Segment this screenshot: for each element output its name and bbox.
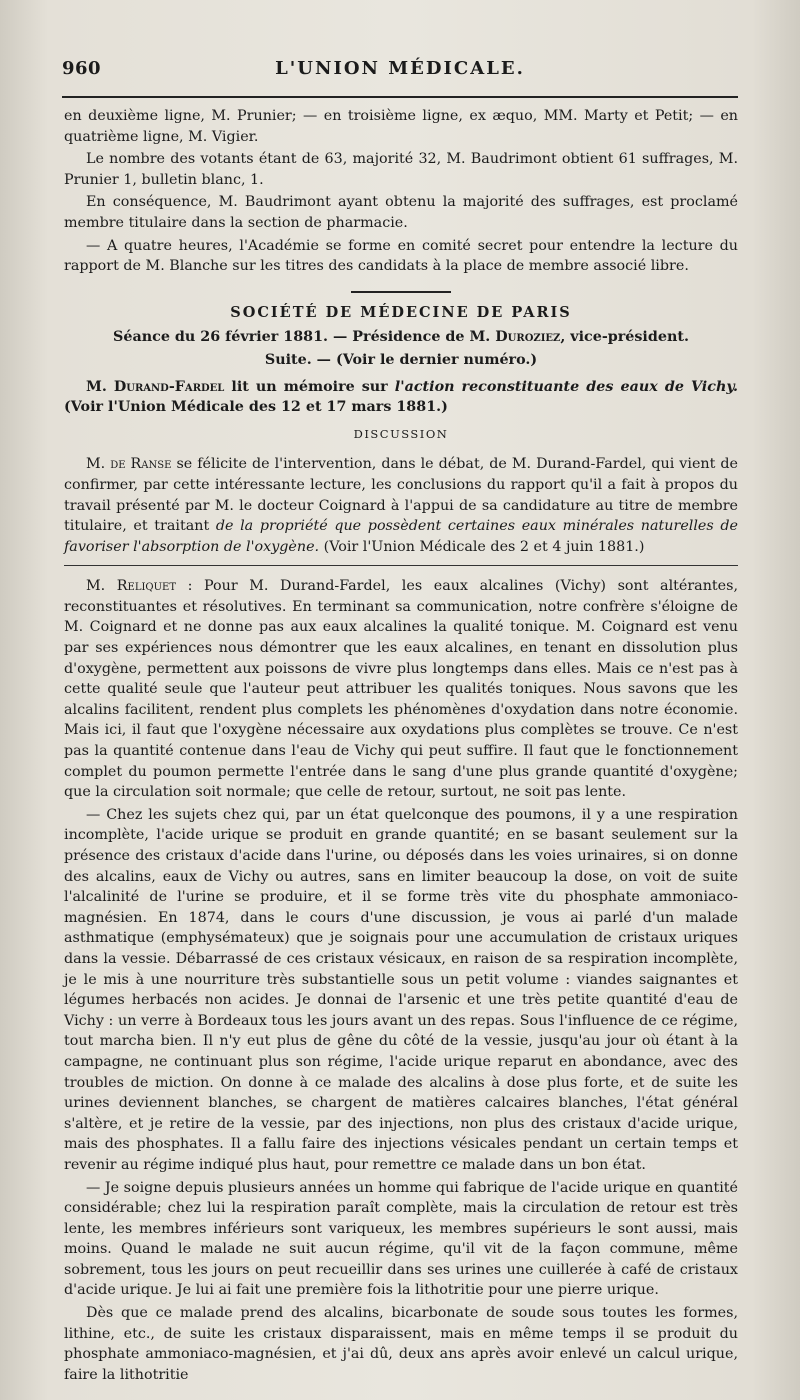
session-text: Séance du 26 février 1881. — Présidence de M. <box>113 329 491 346</box>
reliquet-paragraph-4: Dès que ce malade prend des alcalins, bicarbonate de soude sous toutes les formes, lithine, etc., de suite les cristaux disparaissent, mais en même temps il se produit du phosphate ammoniaco-magnésien, et j'ai dû, deux ans après avoir enlevé un calcul urique, faire la lithotritie <box>64 1305 738 1383</box>
opening-paragraph-1: en deuxième ligne, M. Prunier; — en troisième ligne, ex æquo, MM. Marty et Petit; — en quatrième ligne, M. Vigier. <box>64 108 738 145</box>
running-title: L'UNION MÉDICALE. <box>275 58 525 79</box>
session-role: , vice-président. <box>560 329 689 346</box>
paragraph-divider <box>64 565 738 566</box>
article-body <box>64 106 738 1387</box>
reliquet-paragraph-2: — Chez les sujets chez qui, par un état quelconque des poumons, il y a une respiration incomplète, l'acide urique se produit en grande quantité; en se basant seulement sur la présence des cristaux d'acide dans l'urine, ou déposés dans les voies urinaires, si on donne des alcalins, eaux de Vichy ou autres, sans en limiter beaucoup la dose, on voit de suite l'alcalinité de l'urine se produire, et il se forme très vite du phosphate ammoniaco-magnésien. En 1874, dans le cours d'une discussion, je vous ai parlé d'un malade asthmatique (emphysémateux) que je soignais pour une accumulation de cristaux uriques dans la vessie. Débarrassé de ces cristaux vésicaux, en raison de sa respiration incomplète, je le mis à une nourriture très substantielle sous un petit volume : viandes saignantes et légumes herbacés non acides. Je donnai de l'arsenic et une très petite quantité d'eau de Vichy : un verre à Bordeaux tous les jours avant un des repas. Sous l'influence de ce régime, tout marcha bien. Il n'y eut plus de gêne du côté de la vessie, jusqu'au jour où étant à la campagne, ne continuant plus son régime, l'acide urique reparut en abondance, avec des troubles de miction. On donne à ce malade des alcalins à dose plus forte, et de suite les urines deviennent blanches, se chargent de matières calcaires blanches, l'état général s'altère, et je retire de la vessie, par des injections, non plus des cristaux d'acide urique, mais des phosphates. Il a fallu faire des injections vésicales pendant un certain temps et revenir au régime indiqué plus haut, pour remettre ce malade dans un bon état. <box>64 806 738 1173</box>
speaker-ranse: M. de Ranse <box>86 456 172 473</box>
header-rule <box>62 96 738 98</box>
speaker-durand-fardel: M. Durand-Fardel <box>86 378 225 395</box>
section-title: SOCIÉTÉ DE MÉDECINE DE PARIS <box>230 303 572 321</box>
reliquet-text-1: : Pour M. Durand-Fardel, les eaux alcalines (Vichy) sont altérantes, reconstituantes et résolutives. En terminant sa communication, notre confrère s'éloigne de M. Coignard et ne donne pas aux eaux alcalines la qualité tonique. M. Coignard est venu par ses expériences nous démontrer que les eaux alcalines, en tenant en dissolution plus d'oxygène, permettent aux poissons de vivre plus longtemps dans elles. Mais ce n'est pas à cette qualité seule que l'auteur peut attribuer les qualités toniques. Nous savons que les alcalins facilitent, rendent plus complets les phénomènes d'oxydation dans notre économie. Mais ici, il faut que l'oxygène nécessaire aux oxydations plus complètes se trouve. Ce n'est pas la quantité contenue dans l'eau de Vichy qui peut suffire. Il faut que le fonctionnement complet du poumon permette l'entrée dans le sang d'une plus grande quantité d'oxygène; que la circulation soit normale; que celle de retour, surtout, ne soit pas lente. <box>64 578 738 801</box>
suite-line: Suite. — (Voir le dernier numéro.) <box>264 351 538 368</box>
page-number: 960 <box>62 58 102 79</box>
ranse-paragraph <box>64 454 738 557</box>
session-line <box>64 327 738 348</box>
session-president: Duroziez <box>495 329 561 346</box>
discussion-label: DISCUSSION <box>353 426 449 441</box>
page-header <box>62 58 738 88</box>
opening-paragraph-4: — A quatre heures, l'Académie se forme en comité secret pour entendre la lecture du rapport de M. Blanche sur les titres des candidats à la place de membre associé libre. <box>64 237 738 275</box>
opening-paragraph-3: En conséquence, M. Baudrimont ayant obtenu la majorité des suffrages, est proclamé membre titulaire dans la section de pharmacie. <box>64 194 738 231</box>
speaker-reliquet: M. Reliquet <box>86 578 177 595</box>
ranse-text-before: se félicite de l'intervention, dans le débat, de M. Durand-Fardel, qui vient de confirmer, par cette intéressante lecture, les conclusions du rapport qu'il a fait à propos du travail présenté par M. le docteur Coignard à l'appui de sa candidature au titre de membre titulaire, et traitant <box>64 456 738 535</box>
ranse-text-after: (Voir l'Union Médicale des 2 et 4 juin 1881.) <box>319 538 645 555</box>
intro-text-after: (Voir l'Union Médicale des 12 et 17 mars 1881.) <box>64 399 448 416</box>
reliquet-paragraph-1 <box>64 576 738 803</box>
intro-title: l'action reconstituante des eaux de Vichy. <box>394 378 738 395</box>
reliquet-paragraph-3: — Je soigne depuis plusieurs années un homme qui fabrique de l'acide urique en quantité considérable; chez lui la respiration paraît complète, mais la circulation de retour est très lente, les membres inférieurs sont variqueux, les membres supérieurs le sont aussi, mais moins. Quand le malade ne suit aucun régime, qu'il vit de la façon commune, même sobrement, tous les jours on peut recueillir dans ses urines une cuillerée à café de cristaux d'acide urique. Je lui ai fait une première fois la lithotritie pour une pierre urique. <box>64 1179 738 1299</box>
intro-text-before: lit un mémoire sur <box>224 378 395 395</box>
ranse-italic: de la propriété que possèdent certaines eaux minérales naturelles de favoriser l'absorption de l'oxygène. <box>64 518 738 555</box>
section-rule <box>351 291 451 293</box>
opening-paragraph-2: Le nombre des votants étant de 63, majorité 32, M. Baudrimont obtient 61 suffrages, M. Prunier 1, bulletin blanc, 1. <box>64 151 738 188</box>
intro-paragraph <box>64 377 738 418</box>
